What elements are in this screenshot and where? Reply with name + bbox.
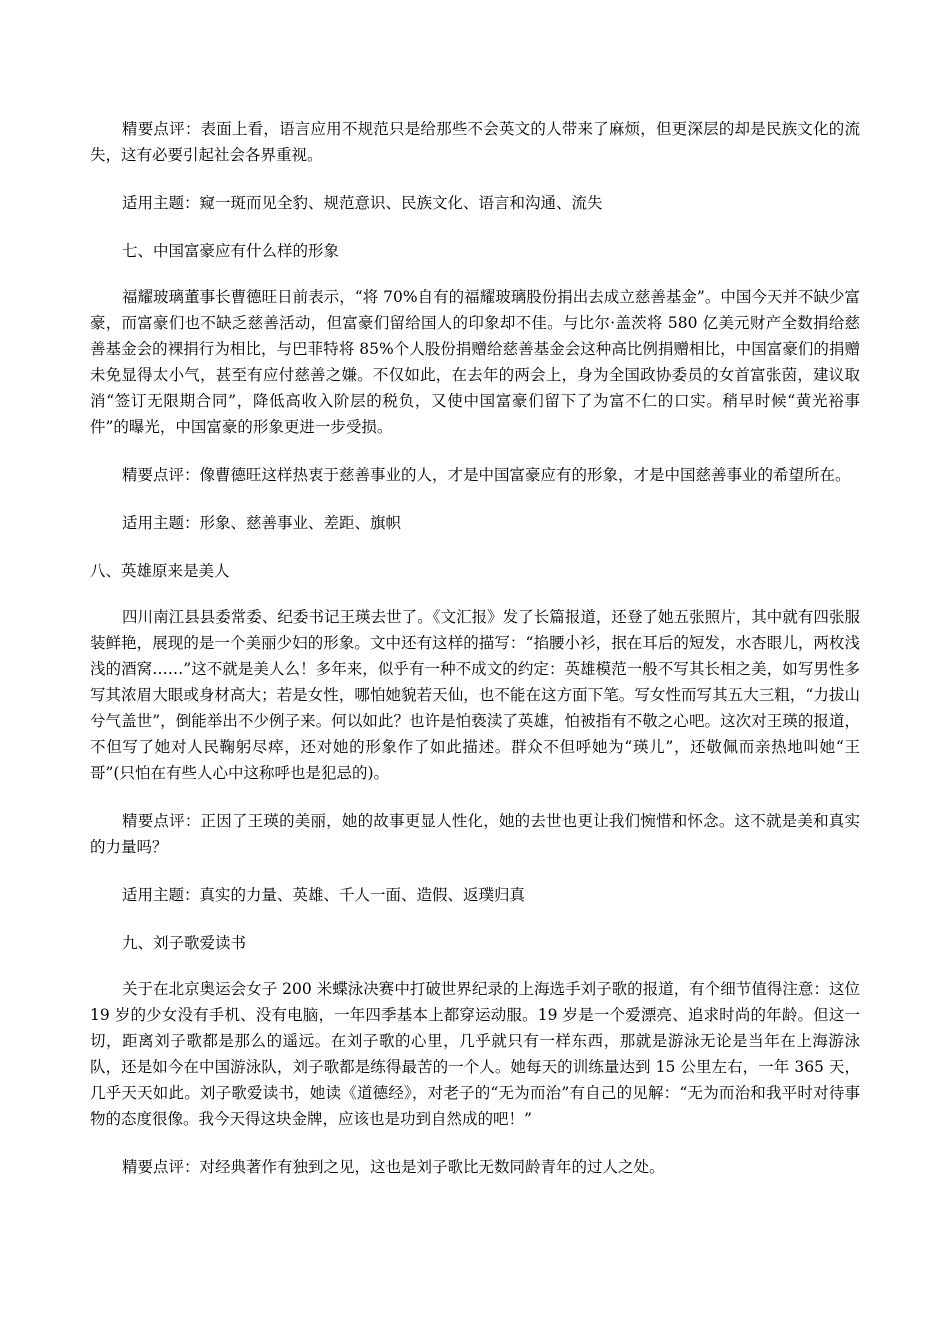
review-comment-paragraph: 精要点评：正因了王瑛的美丽，她的故事更显人性化，她的去世也更让我们惋惜和怀念。这不就是美和真实的力量吗？	[90, 812, 860, 856]
body-paragraph: 福耀玻璃董事长曹德旺日前表示，“将 70%自有的福耀玻璃股份捐出去成立慈善基金”。中国今天并不缺少富豪，而富豪们也不缺乏慈善活动，但富豪们留给国人的印象却不佳。与比尔·盖茨将 580 亿美元财产全数捐给慈善基金会的裸捐行为相比，与巴菲特将 85%个人股份捐赠给慈善基金会这种高比例捐赠相比，中国富豪们的捐赠未免显得太小气，甚至有应付慈善之嫌。不仅如此，在去年的两会上，身为全国政协委员的女首富张茵，建议取消“签订无限期合同”，降低高收入阶层的税负，又使中国富豪们留下了为富不仁的口实。稍早时候“黄光裕事件”的曝光，中国富豪的形象更进一步受损。	[90, 288, 860, 436]
body-paragraph: 关于在北京奥运会女子 200 米蝶泳决赛中打破世界纪录的上海选手刘子歌的报道，有个细节值得注意：这位 19 岁的少女没有手机、没有电脑，一年四季基本上都穿运动服。19 岁是一个爱漂亮、追求时尚的年龄。但这一切，距离刘子歌都是那么的遥远。在刘子歌的心里，几乎就只有一样东西，那就是游泳无论是当年在上海游泳队，还是如今在中国游泳队，刘子歌都是练得最苦的一个人。她每天的训练量达到 15 公里左右，一年 365 天，几乎天天如此。刘子歌爱读书，她读《道德经》，对老子的“无为而治”有自己的见解：“无为而治和我平时对待事物的态度很像。我今天得这块金牌，应该也是功到自然成的吧！”	[90, 980, 860, 1128]
section-heading-8: 八、英雄原来是美人	[90, 562, 230, 580]
section-heading-7: 七、中国富豪应有什么样的形象	[122, 242, 340, 260]
applicable-themes-paragraph: 适用主题：窥一斑而见全豹、规范意识、民族文化、语言和沟通、流失	[122, 194, 603, 212]
section-heading-9: 九、刘子歌爱读书	[122, 934, 247, 952]
applicable-themes-paragraph: 适用主题：形象、慈善事业、差距、旗帜	[122, 514, 402, 532]
body-paragraph: 四川南江县县委常委、纪委书记王瑛去世了。《文汇报》发了长篇报道，还登了她五张照片，其中就有四张服装鲜艳，展现的是一个美丽少妇的形象。文中还有这样的描写：“掐腰小衫，抿在耳后的短发，水杏眼儿，两枚浅浅的酒窝……”这不就是美人么！多年来，似乎有一种不成文的约定：英雄模范一般不写其长相之美，如写男性多写其浓眉大眼或身材高大；若是女性，哪怕她貌若天仙，也不能在这方面下笔。写女性而写其五大三粗，“力拔山兮气盖世”，倒能举出不少例子来。何以如此？也许是怕亵渎了英雄，怕被指有不敬之心吧。这次对王瑛的报道，不但写了她对人民鞠躬尽瘁，还对她的形象作了如此描述。群众不但呼她为“瑛儿”，还敬佩而亲热地叫她“王哥”(只怕在有些人心中这称呼也是犯忌的)。	[90, 608, 860, 782]
review-comment-paragraph: 精要点评：对经典著作有独到之见，这也是刘子歌比无数同龄青年的过人之处。	[122, 1158, 665, 1176]
applicable-themes-paragraph: 适用主题：真实的力量、英雄、千人一面、造假、返璞归真	[122, 886, 526, 904]
review-comment-paragraph: 精要点评：像曹德旺这样热衷于慈善事业的人，才是中国富豪应有的形象，才是中国慈善事业的希望所在。	[122, 466, 851, 484]
document-body	[90, 116, 860, 1202]
review-comment-paragraph: 精要点评：表面上看，语言应用不规范只是给那些不会英文的人带来了麻烦，但更深层的却是民族文化的流失，这有必要引起社会各界重视。	[90, 120, 860, 164]
